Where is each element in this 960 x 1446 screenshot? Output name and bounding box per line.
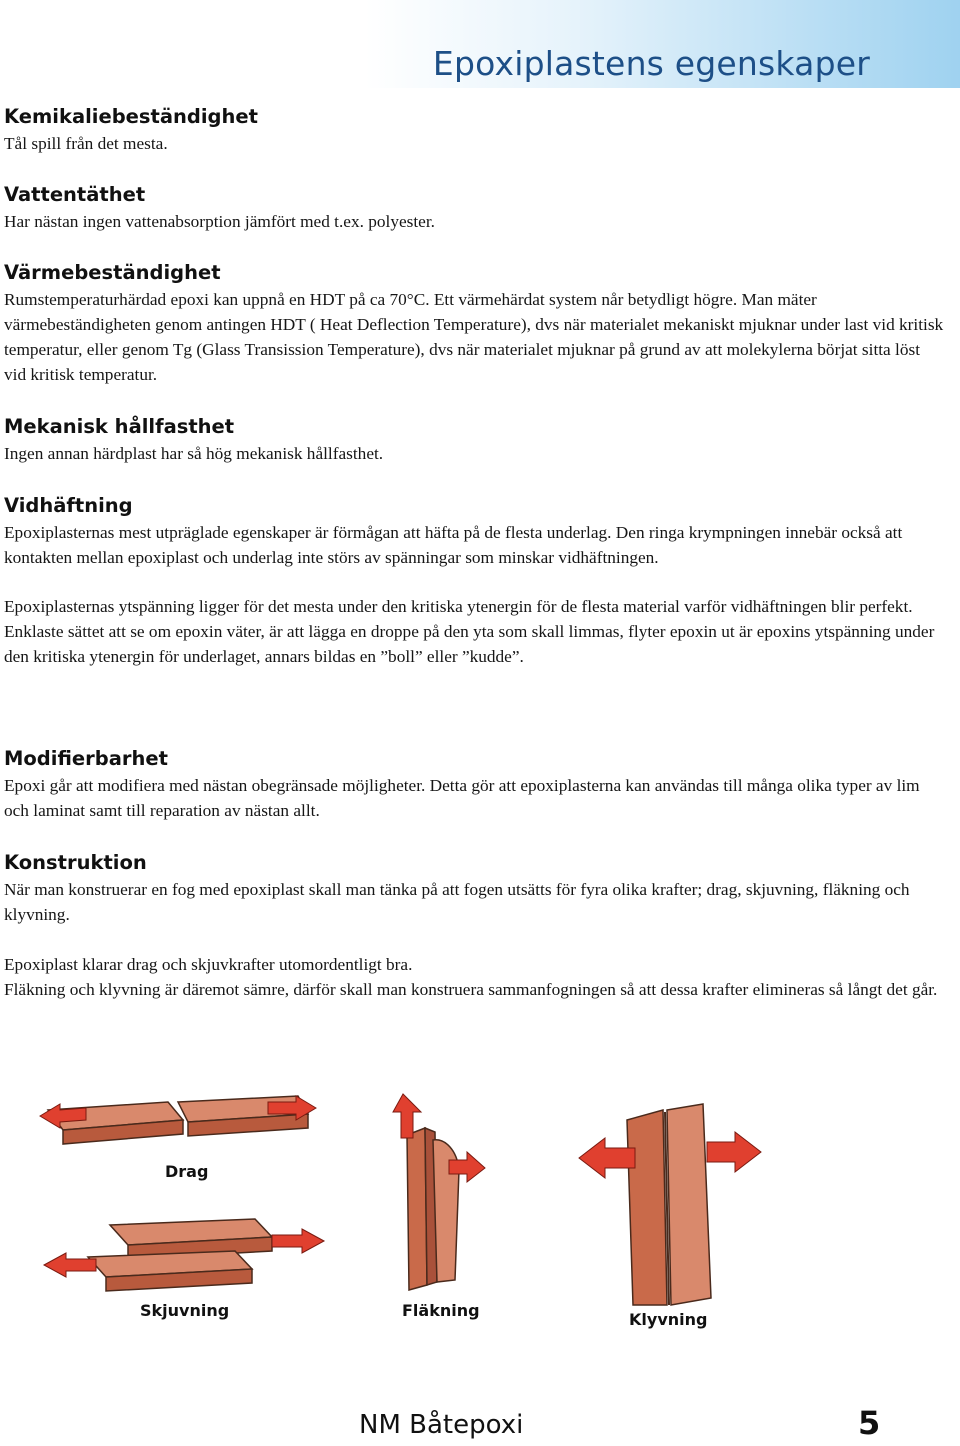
section-text: Rumstemperaturhärdad epoxi kan uppnå en HDT på ca 70°C. Ett värmehärdat system når betydligt högre. Man mäter värmebeständigheten genom antingen HDT ( Heat Deflection Temperature), dvs när materialet mekaniskt mjuknar under last vid kritisk temperatur, eller genom Tg (Glass Transission Temperature), dvs när materialet mjuknar på grund av att molekylerna börjat sitta löst vid kritisk temperatur.: [4, 290, 944, 384]
section-heading: Konstruktion: [4, 851, 147, 874]
section-heading: Värmebeständighet: [4, 261, 221, 284]
section-mekanisk-hallfasthet: [4, 413, 944, 466]
figure-label-skjuvning: Skjuvning: [140, 1301, 230, 1320]
drag-illustration: [38, 1090, 318, 1160]
page-number: 5: [858, 1404, 881, 1442]
section-text: Epoxiplasternas ytspänning ligger för det mesta under den kritiska ytenergin för de flesta material varför vidhäftningen blir perfekt. Enklaste sättet att se om epoxin väter, är att lägga en droppe på den yta som skall limmas, flyter epoxin ut är epoxins ytspänning under den kritiska ytenergin för underlaget, annars bildas en ”boll” eller ”kudde”.: [4, 597, 935, 666]
section-konstruktion: [4, 849, 944, 1002]
section-heading: Vidhäftning: [4, 494, 133, 517]
figure-label-drag: Drag: [165, 1162, 209, 1181]
flakning-illustration: [385, 1090, 495, 1295]
section-heading: Kemikaliebeständighet: [4, 105, 258, 128]
section-text: Fläkning och klyvning är däremot sämre, därför skall man konstruera sammanfogningen så att dessa krafter elimineras så långt det går.: [4, 980, 938, 999]
skjuvning-illustration: [40, 1215, 330, 1295]
section-text: Epoxi går att modifiera med nästan obegränsade möjligheter. Detta gör att epoxiplasterna kan användas till många olika typer av lim och laminat samt till reparation av nästan allt.: [4, 776, 920, 820]
footer-title: NM Båtepoxi: [359, 1410, 524, 1440]
figure-label-flakning: Fläkning: [402, 1301, 480, 1320]
section-heading: Vattentäthet: [4, 183, 146, 206]
section-vattentathet: [4, 181, 944, 234]
section-varmebestandighet: [4, 259, 944, 387]
section-modifierbarhet: [4, 745, 944, 823]
section-heading: Modifierbarhet: [4, 747, 168, 770]
section-text: Ingen annan härdplast har så hög mekanisk hållfasthet.: [4, 444, 384, 463]
klyvning-illustration: [575, 1100, 765, 1310]
figure-label-klyvning: Klyvning: [629, 1310, 708, 1329]
section-kemikaliebestandighet: [4, 103, 944, 156]
page-title: Epoxiplastens egenskaper: [432, 44, 870, 83]
section-vidhaftning: [4, 492, 944, 669]
section-text: När man konstruerar en fog med epoxiplast skall man tänka på att fogen utsätts för fyra olika krafter; drag, skjuvning, fläkning och klyvning.: [4, 880, 910, 924]
section-text: Tål spill från det mesta.: [4, 134, 168, 153]
section-text: Epoxiplast klarar drag och skjuvkrafter utomordentligt bra.: [4, 955, 413, 974]
section-text: Har nästan ingen vattenabsorption jämfört med t.ex. polyester.: [4, 212, 435, 231]
section-heading: Mekanisk hållfasthet: [4, 415, 235, 438]
section-text: Epoxiplasternas mest utpräglade egenskaper är förmågan att häfta på de flesta underlag. Den ringa krympningen innebär också att kontakten mellan epoxiplast och underlag inte störs av spänningar som minskar vidhäftningen.: [4, 523, 903, 567]
